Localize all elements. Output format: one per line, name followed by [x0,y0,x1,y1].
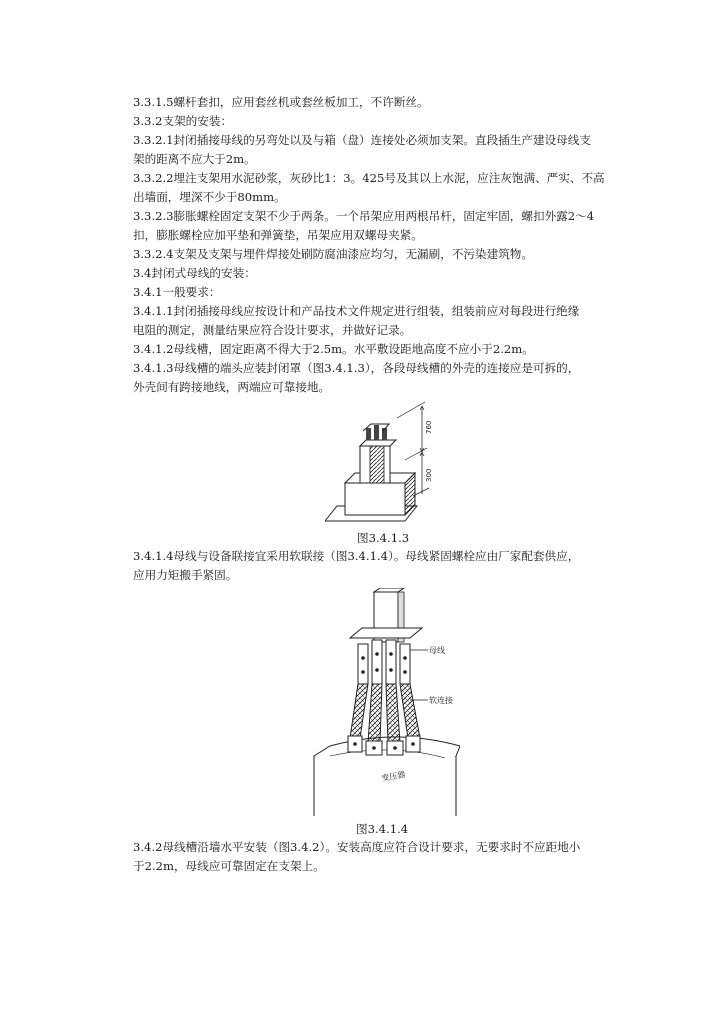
figure-caption: 图3.4.1.4 [356,822,409,836]
paragraph-line: 架的距离不应大于2m。 [133,152,256,166]
paragraph-line: 3.4.1.2母线槽，固定距离不得大于2.5m。水平敷设距地高度不应小于2.2m。 [133,342,534,356]
paragraph-line: 电阻的测定，测量结果应符合设计要求，并做好记录。 [133,323,412,337]
soft-connection-label: 软连接 [429,696,453,705]
busbar-label: 母线 [429,646,445,655]
paragraph-line: 3.4封闭式母线的安装： [133,266,256,280]
paragraph-line: 外壳间有跨接地线，两端应可靠接地。 [133,380,331,394]
paragraph-line: 3.3.2.3膨胀螺栓固定支架不少于两条。一个吊架应用两根吊杆，固定牢固，螺扣外露2～4 [133,209,595,223]
paragraph-line: 3.3.1.5螺杆套扣，应用套丝机或套丝板加工，不许断丝。 [133,95,429,109]
figure-soft-connection [310,588,460,816]
paragraph-line: 3.4.1.3母线槽的端头应装封闭罩（图3.4.1.3），各段母线槽的外壳的连接应是可拆的， [133,361,580,375]
paragraph-line: 应用力矩搬手紧固。 [133,568,238,582]
dimension-upper-label: 760 [425,420,433,434]
paragraph-line: 3.3.2.4支架及支架与埋件焊接处刷防腐油漆应均匀，无漏刷，不污染建筑物。 [133,247,533,261]
paragraph-line: 于2.2m，母线应可靠固定在支架上。 [133,859,325,873]
paragraph-line: 3.4.1一般要求： [133,285,221,299]
dimension-lower-label: 300 [425,468,433,482]
paragraph-line: 3.3.2.2埋注支架用水泥砂浆，灰砂比1：3。425号及其以上水泥，应注灰饱满、严实、不高 [133,171,605,185]
transformer-label: 变压器 [380,769,406,783]
paragraph-line: 扣，膨胀螺栓应加平垫和弹簧垫，吊架应用双螺母夹紧。 [133,228,423,242]
paragraph-line: 3.3.2.1封闭插接母线的另弯处以及与箱（盘）连接处必须加支架。直段插生产建设母线支 [133,133,591,147]
paragraph-line: 3.4.1.4母线与设备联接宜采用软联接（图3.4.1.4）。母线紧固螺栓应由厂家配套供应， [133,549,580,563]
figure-caption: 图3.4.1.3 [357,531,410,545]
figure-end-cover [325,398,445,526]
paragraph-line: 出墙面，埋深不少于80mm。 [133,190,286,204]
paragraph-line: 3.4.1.1封闭插接母线应按设计和产品技术文件规定进行组装，组装前应对每段进行绝缘 [133,304,580,318]
paragraph-line: 3.3.2支架的安装： [133,114,233,128]
paragraph-line: 3.4.2母线槽沿墙水平安装（图3.4.2）。安装高度应符合设计要求，无要求时不应距地小 [133,840,581,854]
